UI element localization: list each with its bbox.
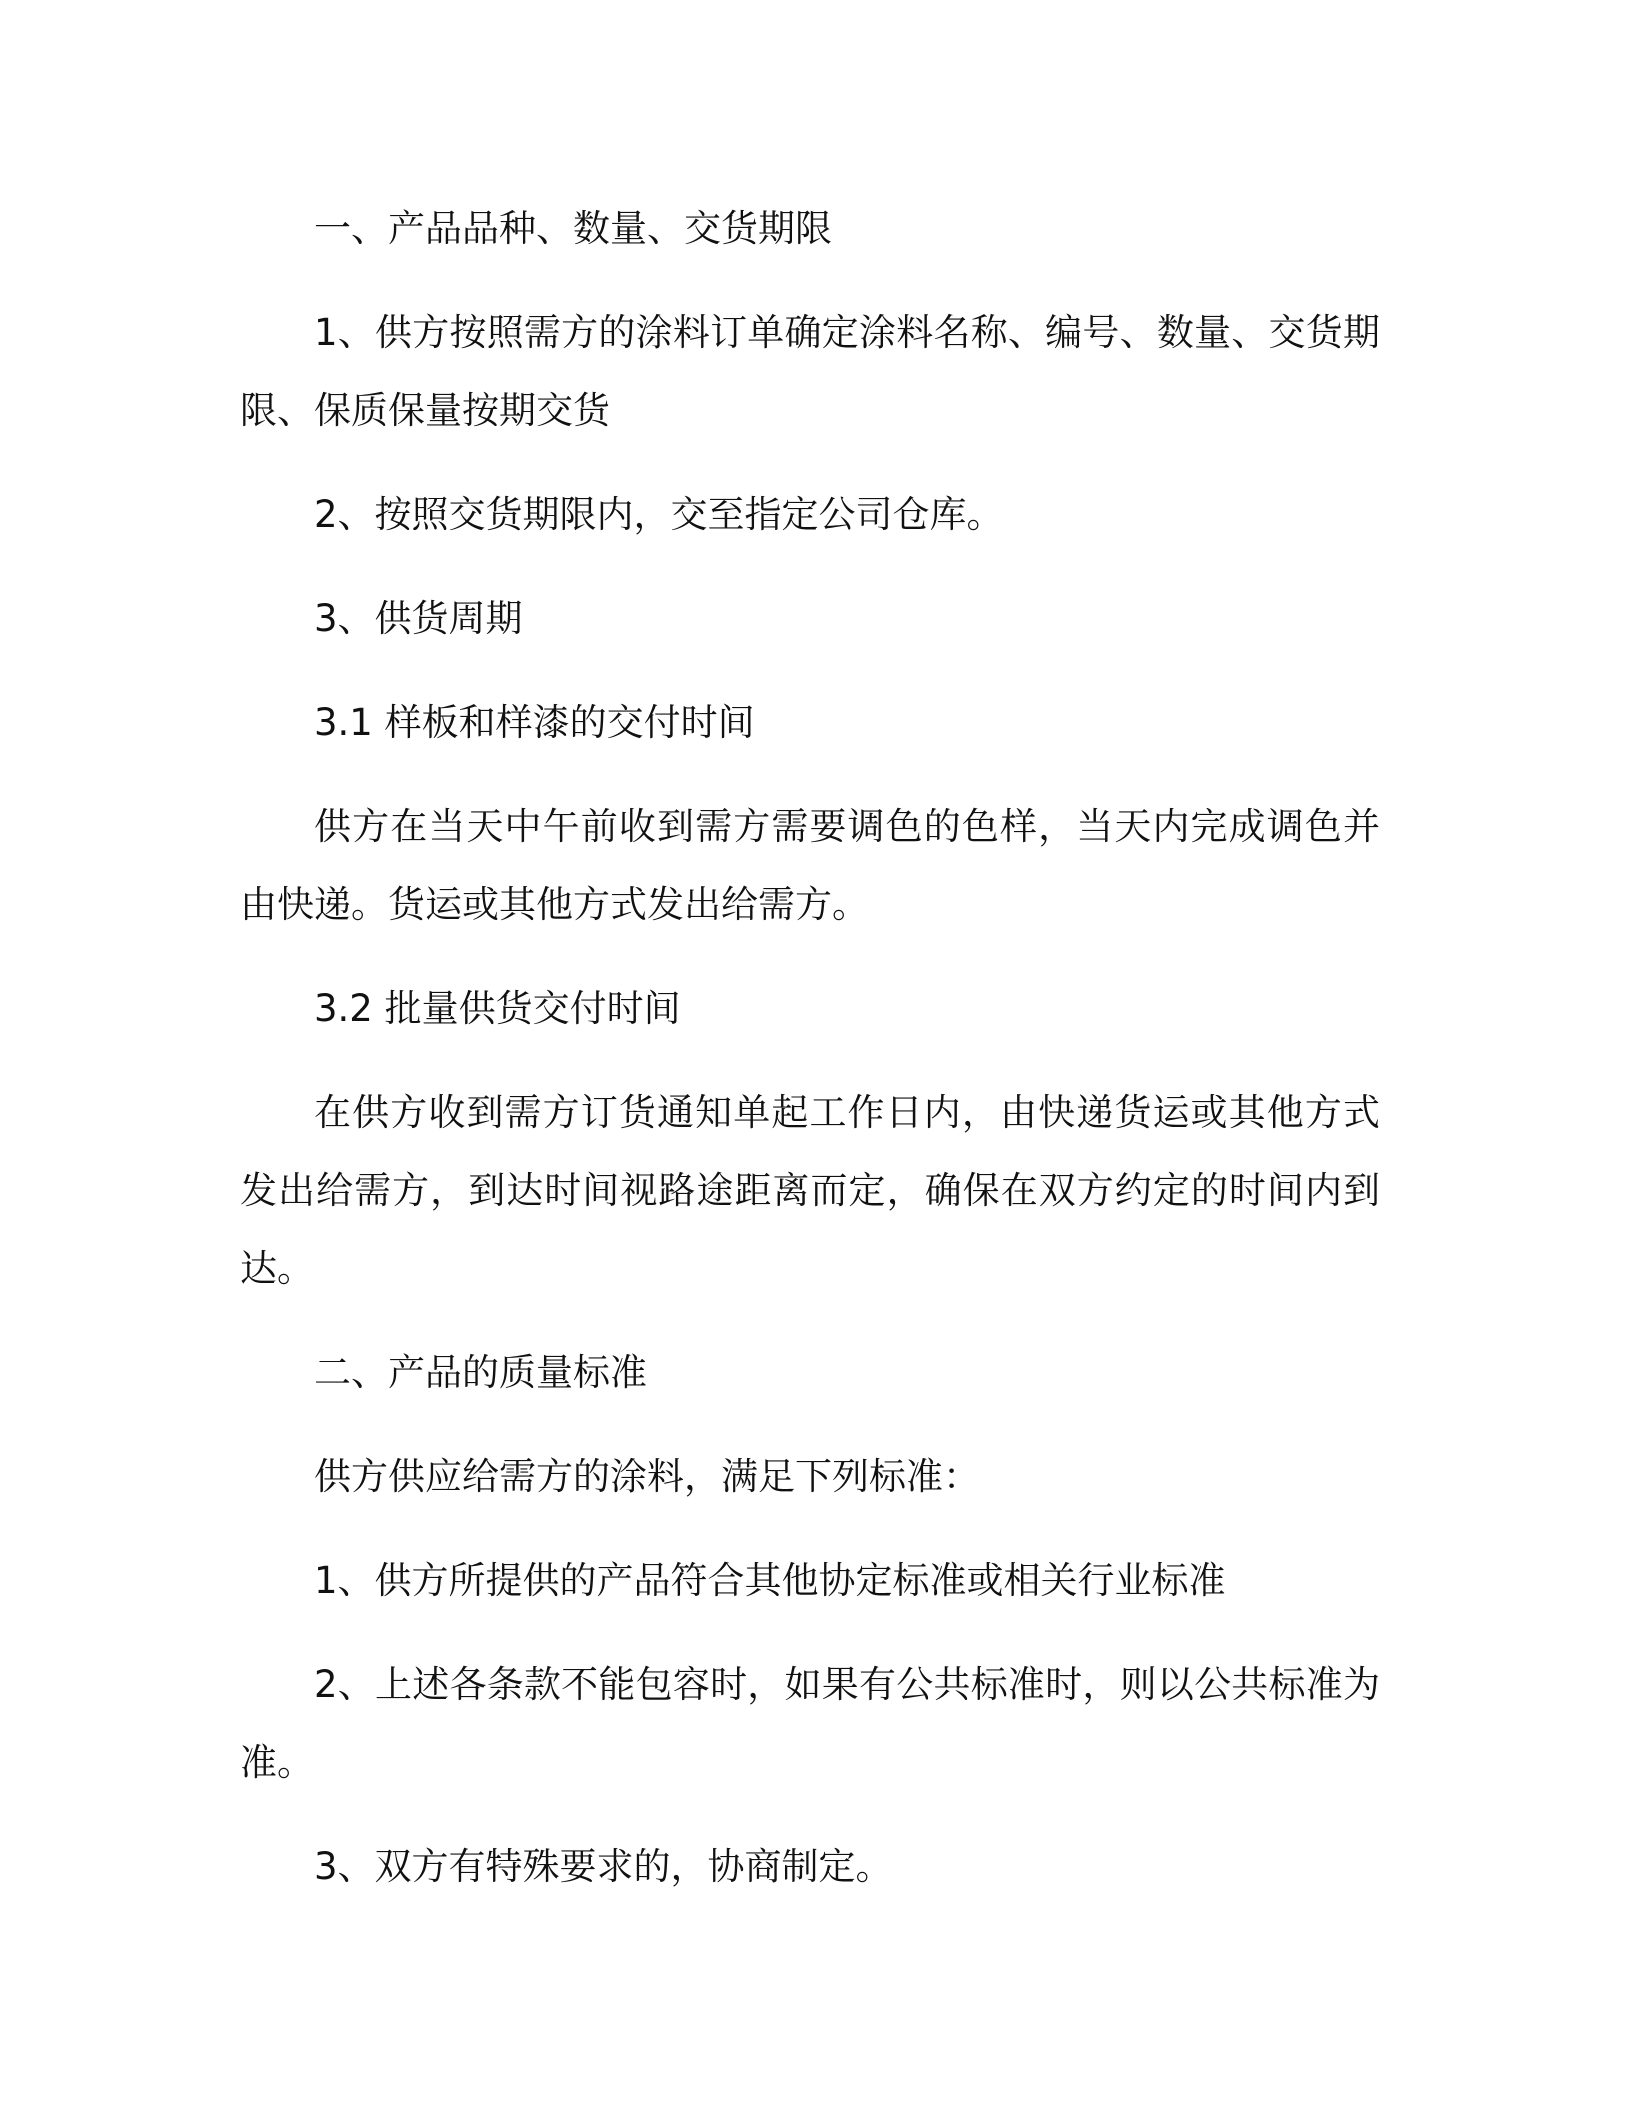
paragraph-1-2: 2、按照交货期限内，交至指定公司仓库。 (314, 493, 1004, 536)
subheading-3-2: 3.2 批量供货交付时间 (314, 987, 681, 1030)
subheading-3-1: 3.1 样板和样漆的交付时间 (314, 701, 755, 744)
paragraph-2-intro: 供方供应给需方的涂料，满足下列标准： (314, 1455, 980, 1498)
paragraph-3-2-body: 在供方收到需方订货通知单起工作日内，由快递货运或其他方式发出给需方，到达时间视路途距离而定，确保在双方约定的时间内到达。 (240, 1091, 1380, 1290)
paragraph-3-1-body: 供方在当天中午前收到需方需要调色的色样，当天内完成调色并由快递。货运或其他方式发出给需方。 (240, 805, 1380, 926)
paragraph-2-3: 3、双方有特殊要求的，协商制定。 (314, 1845, 893, 1888)
document-body (240, 190, 1380, 1906)
paragraph-1-3: 3、供货周期 (314, 597, 523, 640)
paragraph-1-1: 1、供方按照需方的涂料订单确定涂料名称、编号、数量、交货期限、保质保量按期交货 (240, 311, 1380, 432)
paragraph-2-1: 1、供方所提供的产品符合其他协定标准或相关行业标准 (314, 1559, 1226, 1602)
section-heading-1: 一、产品品种、数量、交货期限 (314, 207, 832, 250)
paragraph-2-2: 2、上述各条款不能包容时，如果有公共标准时，则以公共标准为准。 (240, 1663, 1380, 1784)
section-heading-2: 二、产品的质量标准 (314, 1351, 647, 1394)
